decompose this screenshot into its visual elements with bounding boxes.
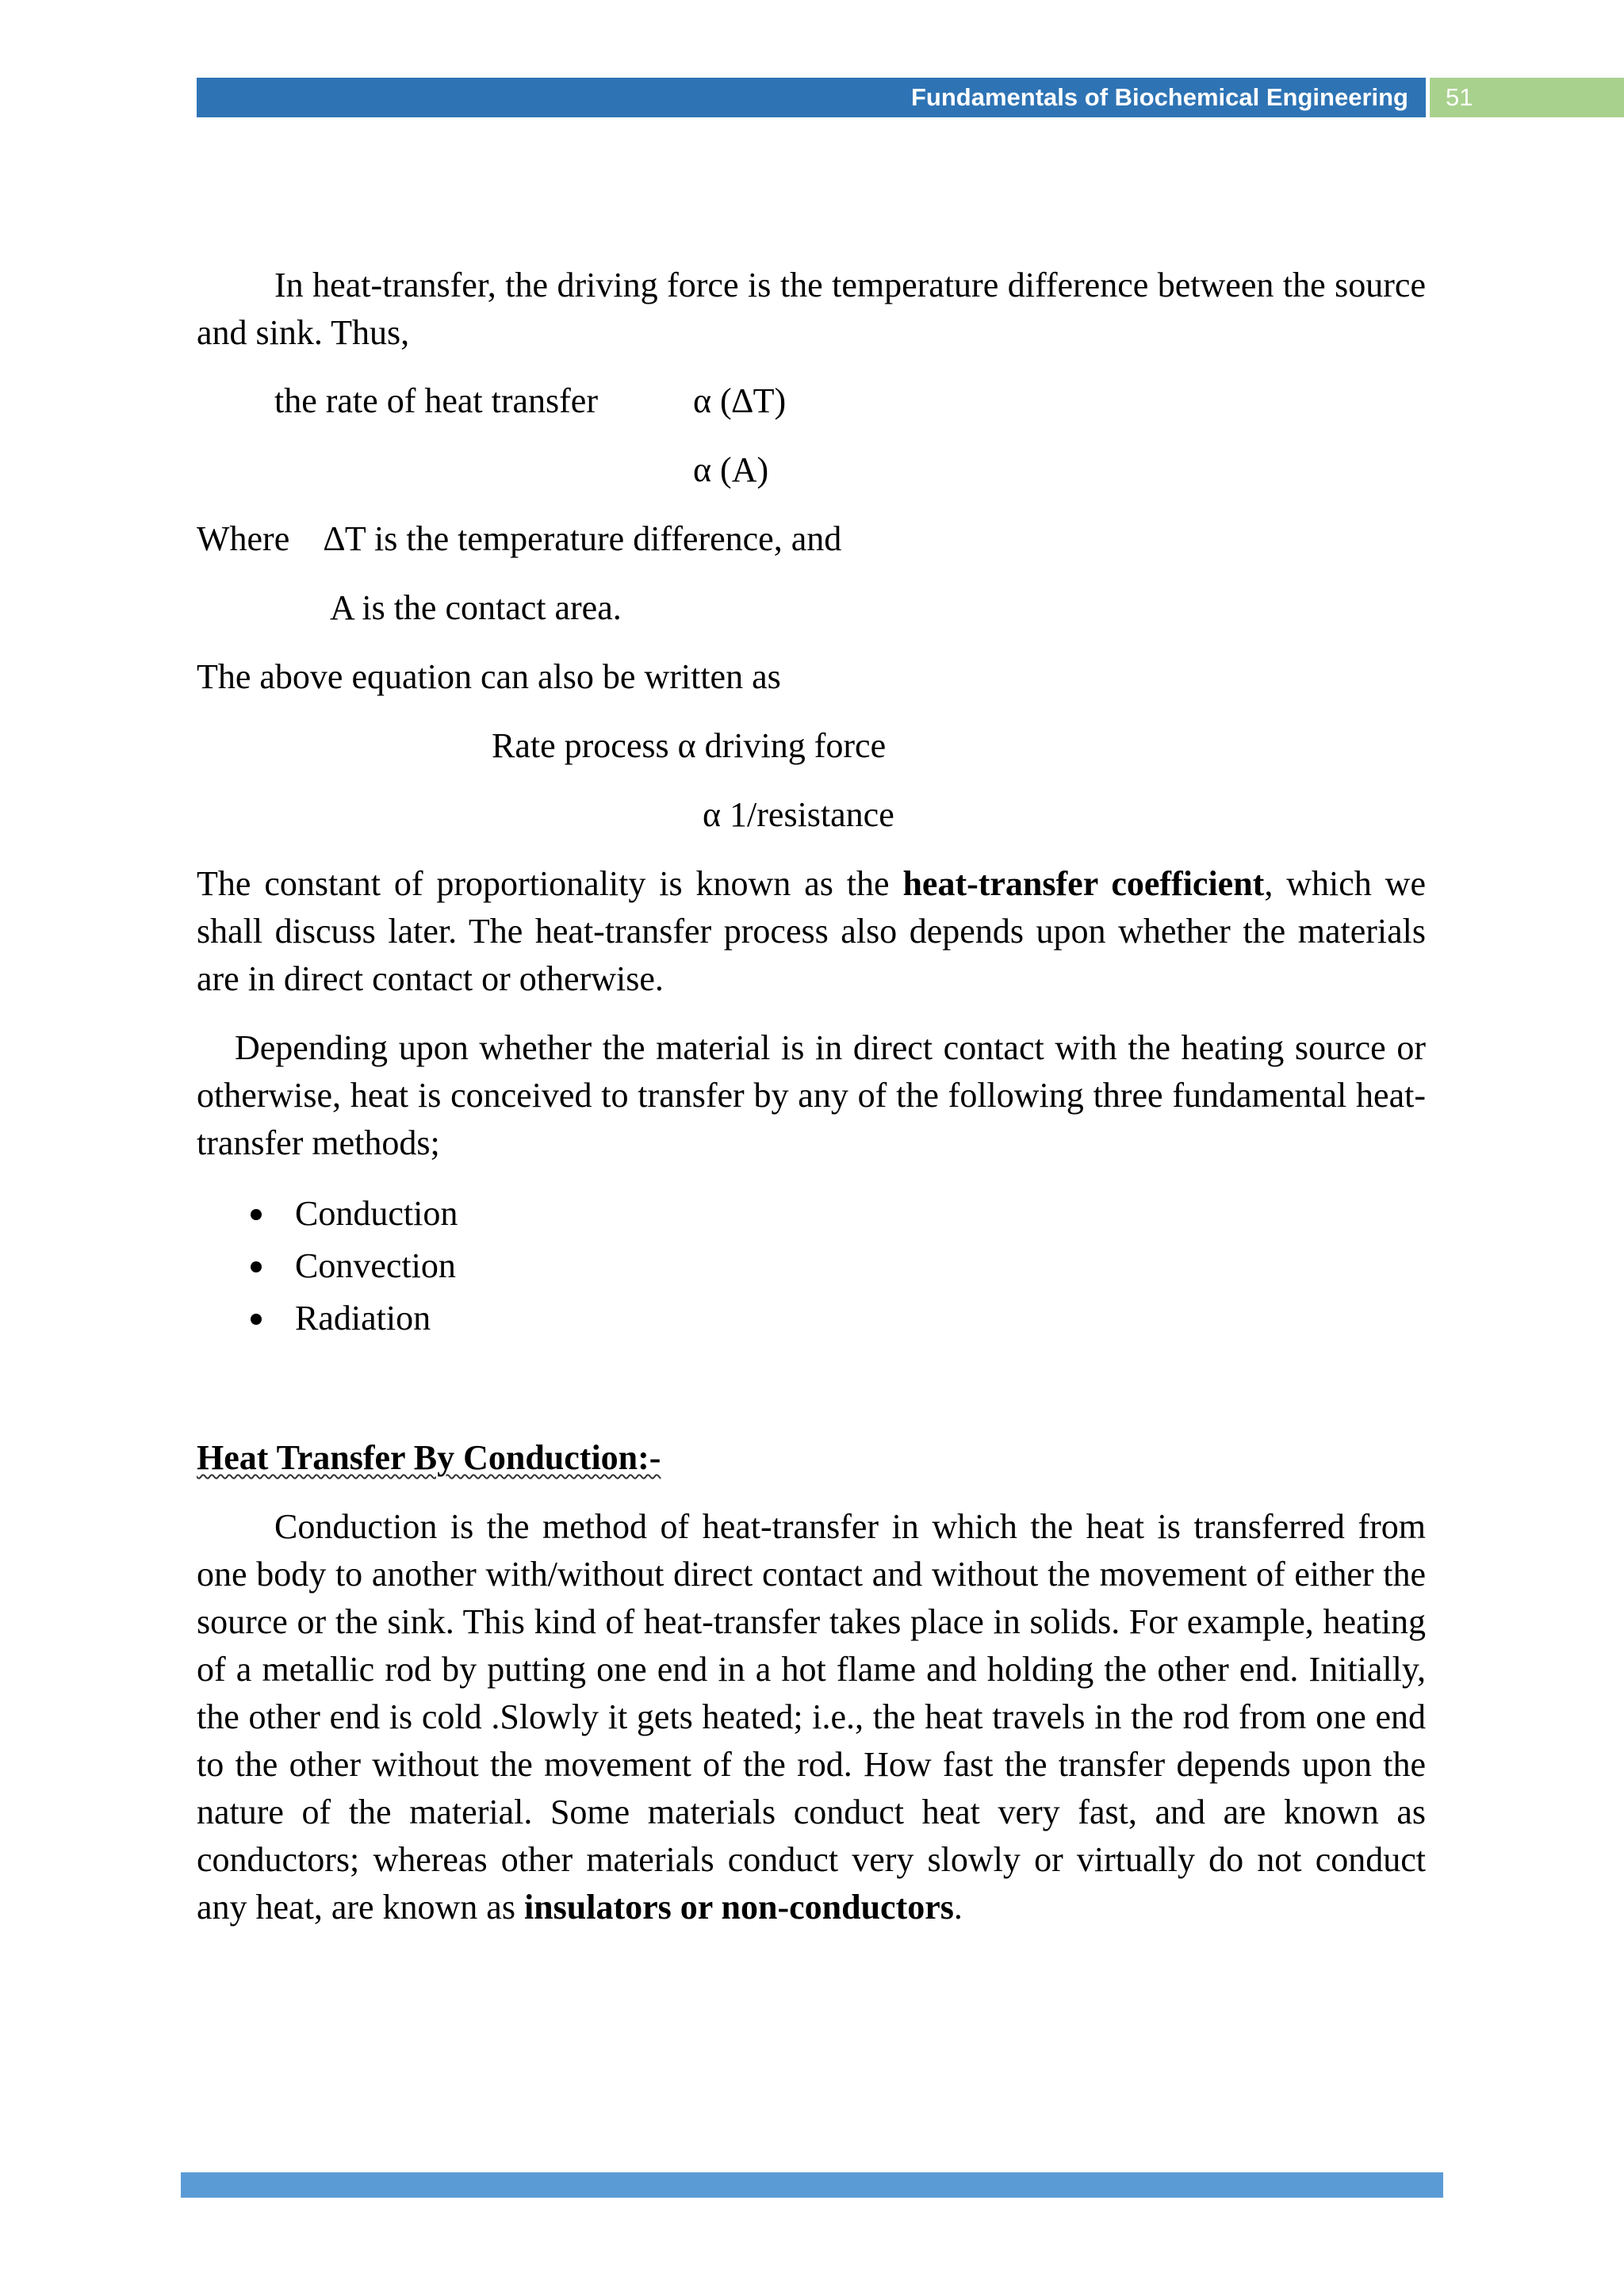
equation-resistance-rhs: α 1/resistance xyxy=(703,795,894,834)
page-number: 51 xyxy=(1446,83,1473,111)
equation-rhs-area: α (A) xyxy=(693,450,769,489)
coefficient-term: heat-transfer coefficient xyxy=(902,864,1265,903)
intro-paragraph: In heat-transfer, the driving force is the temperature difference between the source and sink. Thus, xyxy=(197,266,1426,352)
equation-resistance xyxy=(197,791,1426,839)
conduction-text-end: . xyxy=(953,1888,963,1927)
section-heading-wrap xyxy=(197,1434,1426,1482)
equation-rhs-dt: α (∆T) xyxy=(693,381,787,420)
conduction-paragraph xyxy=(197,1503,1426,1931)
where-line xyxy=(197,515,1426,563)
equation-rate-dt xyxy=(197,377,1426,425)
conduction-text: Conduction is the method of heat-transfer in which the heat is transferred from one body to another with/without direct contact and without the movement of either the source or the sink. This kind of heat-transfer takes place in solids. For example, heating of a metallic rod by putting one end in a hot flame and holding the other end. Initially, the other end is cold .Slowly it gets heated; i.e., the heat travels in the rod from one end to the other without the movement of the rod. How fast the transfer depends upon the nature of the material. Some materials conduct heat very fast, and are known as conductors; whereas other materials conduct very slowly or virtually do not conduct any heat, are known as xyxy=(197,1507,1426,1927)
where-line-2 xyxy=(197,584,1426,632)
footer-bar xyxy=(181,2172,1443,2198)
list-item: Conduction xyxy=(197,1188,1426,1240)
equation-rate-process xyxy=(197,722,1426,770)
page-number-box xyxy=(1430,78,1624,117)
where-definition-area: A is the contact area. xyxy=(330,588,622,627)
insulators-term: insulators or non-conductors xyxy=(523,1888,954,1927)
equation-rate-area xyxy=(197,446,1426,494)
where-definition-dt: ∆T is the temperature difference, and xyxy=(324,519,842,558)
list-item: Convection xyxy=(197,1240,1426,1292)
equation-intro: The above equation can also be written as xyxy=(197,657,781,696)
equation-intro-line xyxy=(197,653,1426,701)
book-title: Fundamentals of Biochemical Engineering xyxy=(911,83,1408,111)
section-heading: Heat Transfer By Conduction:- xyxy=(197,1438,661,1477)
equation-label: the rate of heat transfer xyxy=(274,381,598,420)
equation-driving-force: Rate process α driving force xyxy=(492,726,887,765)
list-item: Radiation xyxy=(197,1292,1426,1345)
coefficient-paragraph xyxy=(197,860,1426,1003)
methods-paragraph: Depending upon whether the material is in direct contact with the heating source or otherwise, heat is conceived to transfer by any of the following three fundamental heat-transfer methods; xyxy=(197,1028,1426,1162)
methods-list xyxy=(197,1188,1426,1345)
where-label: Where xyxy=(197,519,290,558)
header-bar xyxy=(197,78,1426,117)
coefficient-text-after: , which we shall discuss later. The heat-transfer process also depends upon whether the materials are in direct contact or otherwise. xyxy=(197,864,1426,998)
coefficient-text-before: The constant of proportionality is known as the xyxy=(197,864,903,903)
page-content xyxy=(197,262,1426,1931)
